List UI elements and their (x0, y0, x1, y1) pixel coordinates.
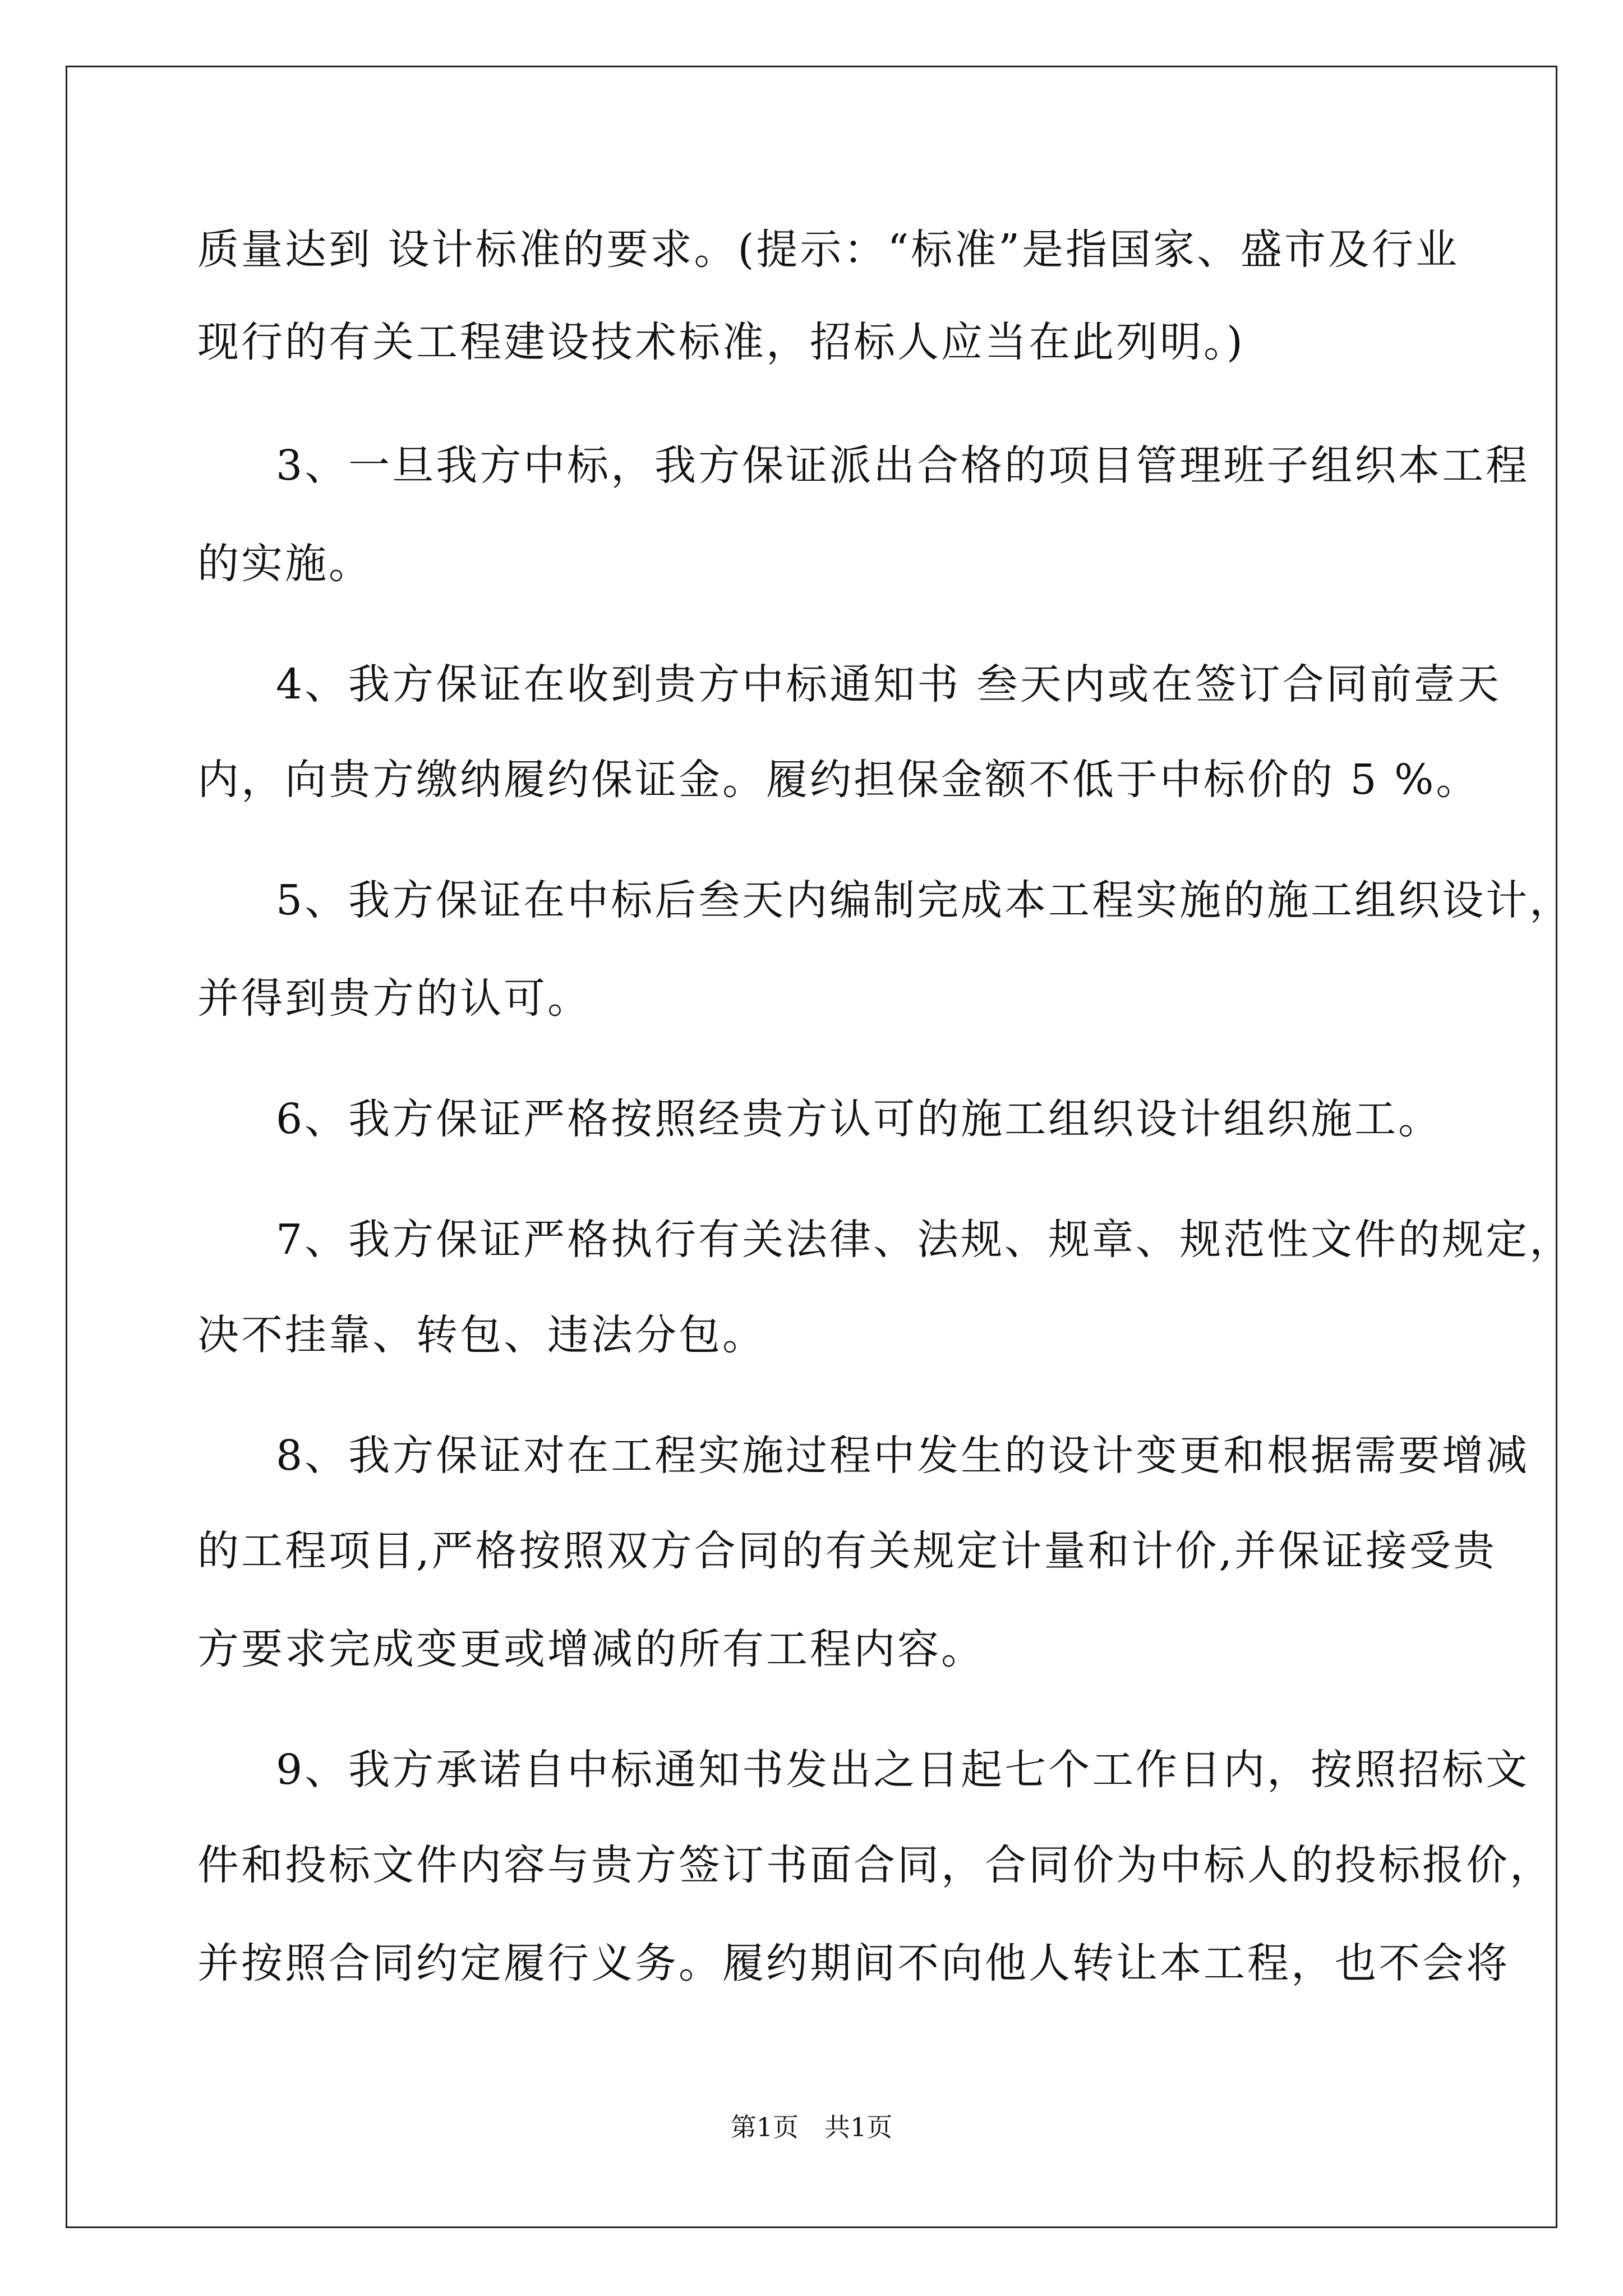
text-line: 件和投标文件内容与贵方签订书面合同，合同价为中标人的投标报价， (197, 1841, 1553, 1889)
text-line: 质量达到 设计标准的要求。(提示：“标准”是指国家、盛市及行业 (197, 226, 1460, 274)
page-footer: 第1页 共1页 (730, 2112, 893, 2142)
text-line: 并得到贵方的认可。 (197, 974, 591, 1023)
text-line: 的工程项目,严格按照双方合同的有关规定计量和计价,并保证接受贵 (197, 1527, 1497, 1575)
paragraph-8-line: 8、我方保证对在工程实施过程中发生的设计变更和根据需要增减 (276, 1432, 1530, 1480)
text-line: 决不挂靠、转包、违法分包。 (197, 1311, 766, 1359)
paragraph-5-line: 5、我方保证在中标后叁天内编制完成本工程实施的施工组织设计， (276, 876, 1574, 924)
text-line: 并按照合同约定履行义务。履约期间不向他人转让本工程，也不会将 (197, 1939, 1510, 1987)
paragraph-3-line: 3、一旦我方中标，我方保证派出合格的项目管理班子组织本工程 (276, 441, 1530, 490)
text-line: 现行的有关工程建设技术标准，招标人应当在此列明。) (197, 318, 1245, 366)
text-line: 方要求完成变更或增减的所有工程内容。 (197, 1625, 985, 1673)
paragraph-7-line: 7、我方保证严格执行有关法律、法规、规章、规范性文件的规定， (276, 1216, 1574, 1264)
paragraph-4-line: 4、我方保证在收到贵方中标通知书 叁天内或在签订合同前壹天 (276, 660, 1501, 708)
text-line: 的实施。 (197, 540, 372, 588)
paragraph-9-line: 9、我方承诺自中标通知书发出之日起七个工作日内，按照招标文 (276, 1746, 1530, 1794)
paragraph-6-line: 6、我方保证严格按照经贵方认可的施工组织设计组织施工。 (276, 1095, 1442, 1143)
text-line: 内，向贵方缴纳履约保证金。履约担保金额不低于中标价的 5 %。 (197, 756, 1480, 804)
